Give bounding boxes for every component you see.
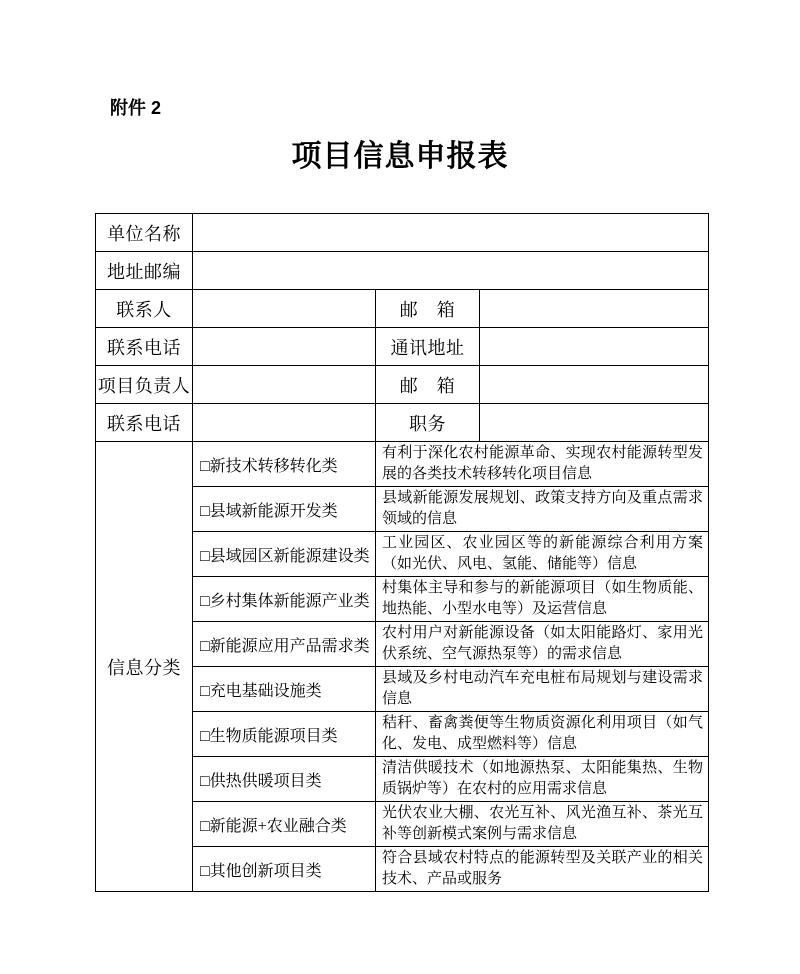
project-leader-label: 项目负责人: [96, 366, 193, 404]
unit-name-field[interactable]: [193, 214, 709, 252]
category-row: [96, 442, 709, 487]
category-cell: [193, 532, 376, 577]
category-label: 供热供暖项目类: [209, 772, 322, 790]
contact-phone-label: 联系电话: [96, 328, 193, 366]
category-description: 符合县域农村特点的能源转型及关联产业的相关技术、产品或服务: [376, 847, 709, 892]
checkbox-icon[interactable]: □: [200, 682, 210, 700]
category-description: 有利于深化农村能源革命、实现农村能源转型发展的各类技术转移转化项目信息: [376, 442, 709, 487]
category-cell: [193, 442, 376, 487]
table-row: [96, 290, 709, 328]
address-zip-label: 地址邮编: [96, 252, 193, 290]
checkbox-icon[interactable]: □: [200, 637, 210, 655]
checkbox-icon[interactable]: □: [200, 457, 210, 475]
position-field[interactable]: [480, 404, 709, 442]
category-cell: [193, 802, 376, 847]
category-label: 新能源+农业融合类: [209, 817, 347, 835]
category-cell: [193, 577, 376, 622]
category-label: 新技术转移转化类: [209, 457, 338, 475]
category-cell: [193, 622, 376, 667]
category-label: 充电基础设施类: [209, 682, 322, 700]
table-row: [96, 404, 709, 442]
category-cell: [193, 667, 376, 712]
project-leader-field[interactable]: [193, 366, 376, 404]
category-cell: [193, 847, 376, 892]
leader-phone-label: 联系电话: [96, 404, 193, 442]
mailing-address-field[interactable]: [480, 328, 709, 366]
checkbox-icon[interactable]: □: [200, 817, 210, 835]
position-label: 职务: [376, 404, 480, 442]
category-description: 清洁供暖技术（如地源热泵、太阳能集热、生物质锅炉等）在农村的应用需求信息: [376, 757, 709, 802]
leader-email-field[interactable]: [480, 366, 709, 404]
table-row: [96, 214, 709, 252]
category-cell: [193, 757, 376, 802]
category-label: 新能源应用产品需求类: [209, 637, 370, 655]
checkbox-icon[interactable]: □: [200, 727, 210, 745]
attachment-label: 附件 2: [110, 98, 162, 118]
category-description: 村集体主导和参与的新能源项目（如生物质能、地热能、小型水电等）及运营信息: [376, 577, 709, 622]
project-info-form-table: [95, 213, 709, 892]
leader-email-label: 邮 箱: [376, 366, 480, 404]
checkbox-icon[interactable]: □: [200, 862, 210, 880]
leader-phone-field[interactable]: [193, 404, 376, 442]
unit-name-label: 单位名称: [96, 214, 193, 252]
page-title: 项目信息申报表: [291, 140, 509, 173]
checkbox-icon[interactable]: □: [200, 502, 210, 520]
contact-person-field[interactable]: [193, 290, 376, 328]
category-description: 工业园区、农业园区等的新能源综合利用方案（如光伏、风电、氢能、储能等）信息: [376, 532, 709, 577]
table-row: [96, 328, 709, 366]
category-description: 秸秆、畜禽粪便等生物质资源化利用项目（如气化、发电、成型燃料等）信息: [376, 712, 709, 757]
table-row: [96, 252, 709, 290]
email-field[interactable]: [480, 290, 709, 328]
checkbox-icon[interactable]: □: [200, 547, 210, 565]
email-label: 邮 箱: [376, 290, 480, 328]
category-description: 县域新能源发展规划、政策支持方向及重点需求领域的信息: [376, 487, 709, 532]
category-cell: [193, 712, 376, 757]
checkbox-icon[interactable]: □: [200, 592, 210, 610]
category-description: 农村用户对新能源设备（如太阳能路灯、家用光伏系统、空气源热泵等）的需求信息: [376, 622, 709, 667]
checkbox-icon[interactable]: □: [200, 772, 210, 790]
category-description: 县域及乡村电动汽车充电桩布局规划与建设需求信息: [376, 667, 709, 712]
category-label: 其他创新项目类: [209, 862, 322, 880]
contact-person-label: 联系人: [96, 290, 193, 328]
category-label: 县域新能源开发类: [209, 502, 338, 520]
contact-phone-field[interactable]: [193, 328, 376, 366]
category-label: 县域园区新能源建设类: [209, 547, 370, 565]
table-row: [96, 366, 709, 404]
mailing-address-label: 通讯地址: [376, 328, 480, 366]
category-label: 乡村集体新能源产业类: [209, 592, 370, 610]
info-category-section-label: 信息分类: [96, 442, 193, 892]
category-cell: [193, 487, 376, 532]
category-description: 光伏农业大棚、农光互补、风光渔互补、茶光互补等创新模式案例与需求信息: [376, 802, 709, 847]
address-zip-field[interactable]: [193, 252, 709, 290]
category-label: 生物质能源项目类: [209, 727, 338, 745]
